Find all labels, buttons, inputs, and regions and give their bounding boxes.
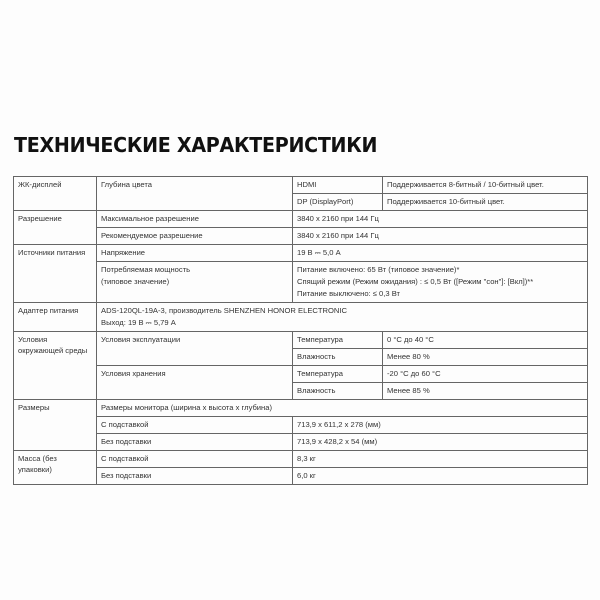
adapter-output: Выход: 19 В ⎓ 5,79 А [101,318,176,327]
table-row [14,434,588,451]
operating-conditions-label: Условия эксплуатации [97,332,293,366]
adapter-value [97,303,588,332]
st-temperature-value: -20 °C до 60 °C [383,366,588,383]
hdmi-value: Поддерживается 8-битный / 10-битный цвет. [383,177,588,194]
mass-without-stand-label: Без подставки [97,468,293,485]
table-row [14,417,588,434]
op-temperature-value: 0 °C до 40 °C [383,332,588,349]
op-humidity-label: Влажность [293,349,383,366]
consumption-line-1: Потребляемая мощность [101,265,191,274]
consumption-label [97,262,293,303]
voltage-value: 19 В ⎓ 5,0 А [293,245,588,262]
voltage-label: Напряжение [97,245,293,262]
table-row [14,332,588,349]
row-label-adapter: Адаптер питания [14,303,97,332]
table-row [14,211,588,228]
table-row [14,303,588,332]
dim-with-stand-label: С подставкой [97,417,293,434]
dim-without-stand-label: Без подставки [97,434,293,451]
row-label-dimensions: Размеры [14,400,97,451]
dimensions-header: Размеры монитора (ширина x высота x глубина) [97,400,588,417]
power-on-value: Питание включено: 65 Вт (типовое значение)* [297,265,460,274]
dim-without-stand-value: 713,9 x 428,2 x 54 (мм) [293,434,588,451]
power-sleep-value: Спящий режим (Режим ожидания) : ≤ 0,5 Вт ([Режим "сон"]: [Вкл])** [297,277,534,286]
storage-conditions-label: Условия хранения [97,366,293,400]
dim-with-stand-value: 713,9 x 611,2 x 278 (мм) [293,417,588,434]
row-label-environment: Условия окружающей среды [14,332,97,400]
mass-with-stand-value: 8,3 кг [293,451,588,468]
max-resolution-label: Максимальное разрешение [97,211,293,228]
dp-value: Поддерживается 10-битный цвет. [383,194,588,211]
adapter-model: ADS-120QL-19A-3, производитель SHENZHEN HONOR ELECTRONIC [101,306,347,315]
table-row [14,262,588,303]
table-row [14,400,588,417]
table-row [14,366,588,383]
row-label-power: Источники питания [14,245,97,303]
op-temperature-label: Температура [293,332,383,349]
op-humidity-value: Менее 80 % [383,349,588,366]
row-label-resolution: Разрешение [14,211,97,245]
table-row [14,228,588,245]
consumption-line-2: (типовое значение) [101,277,170,286]
color-depth-label: Глубина цвета [97,177,293,211]
dp-label: DP (DisplayPort) [293,194,383,211]
table-row [14,451,588,468]
mass-without-stand-value: 6,0 кг [293,468,588,485]
recommended-resolution-value: 3840 x 2160 при 144 Гц [293,228,588,245]
hdmi-label: HDMI [293,177,383,194]
table-row [14,245,588,262]
row-label-lcd: ЖК-дисплей [14,177,97,211]
specs-table [13,176,588,485]
recommended-resolution-label: Рекомендуемое разрешение [97,228,293,245]
page-title: ТЕХНИЧЕСКИЕ ХАРАКТЕРИСТИКИ [14,133,378,157]
power-off-value: Питание выключено: ≤ 0,3 Вт [297,289,400,298]
consumption-value [293,262,588,303]
st-humidity-label: Влажность [293,383,383,400]
max-resolution-value: 3840 x 2160 при 144 Гц [293,211,588,228]
st-humidity-value: Менее 85 % [383,383,588,400]
table-row [14,177,588,194]
st-temperature-label: Температура [293,366,383,383]
table-row [14,468,588,485]
row-label-mass: Масса (без упаковки) [14,451,97,485]
mass-with-stand-label: С подставкой [97,451,293,468]
